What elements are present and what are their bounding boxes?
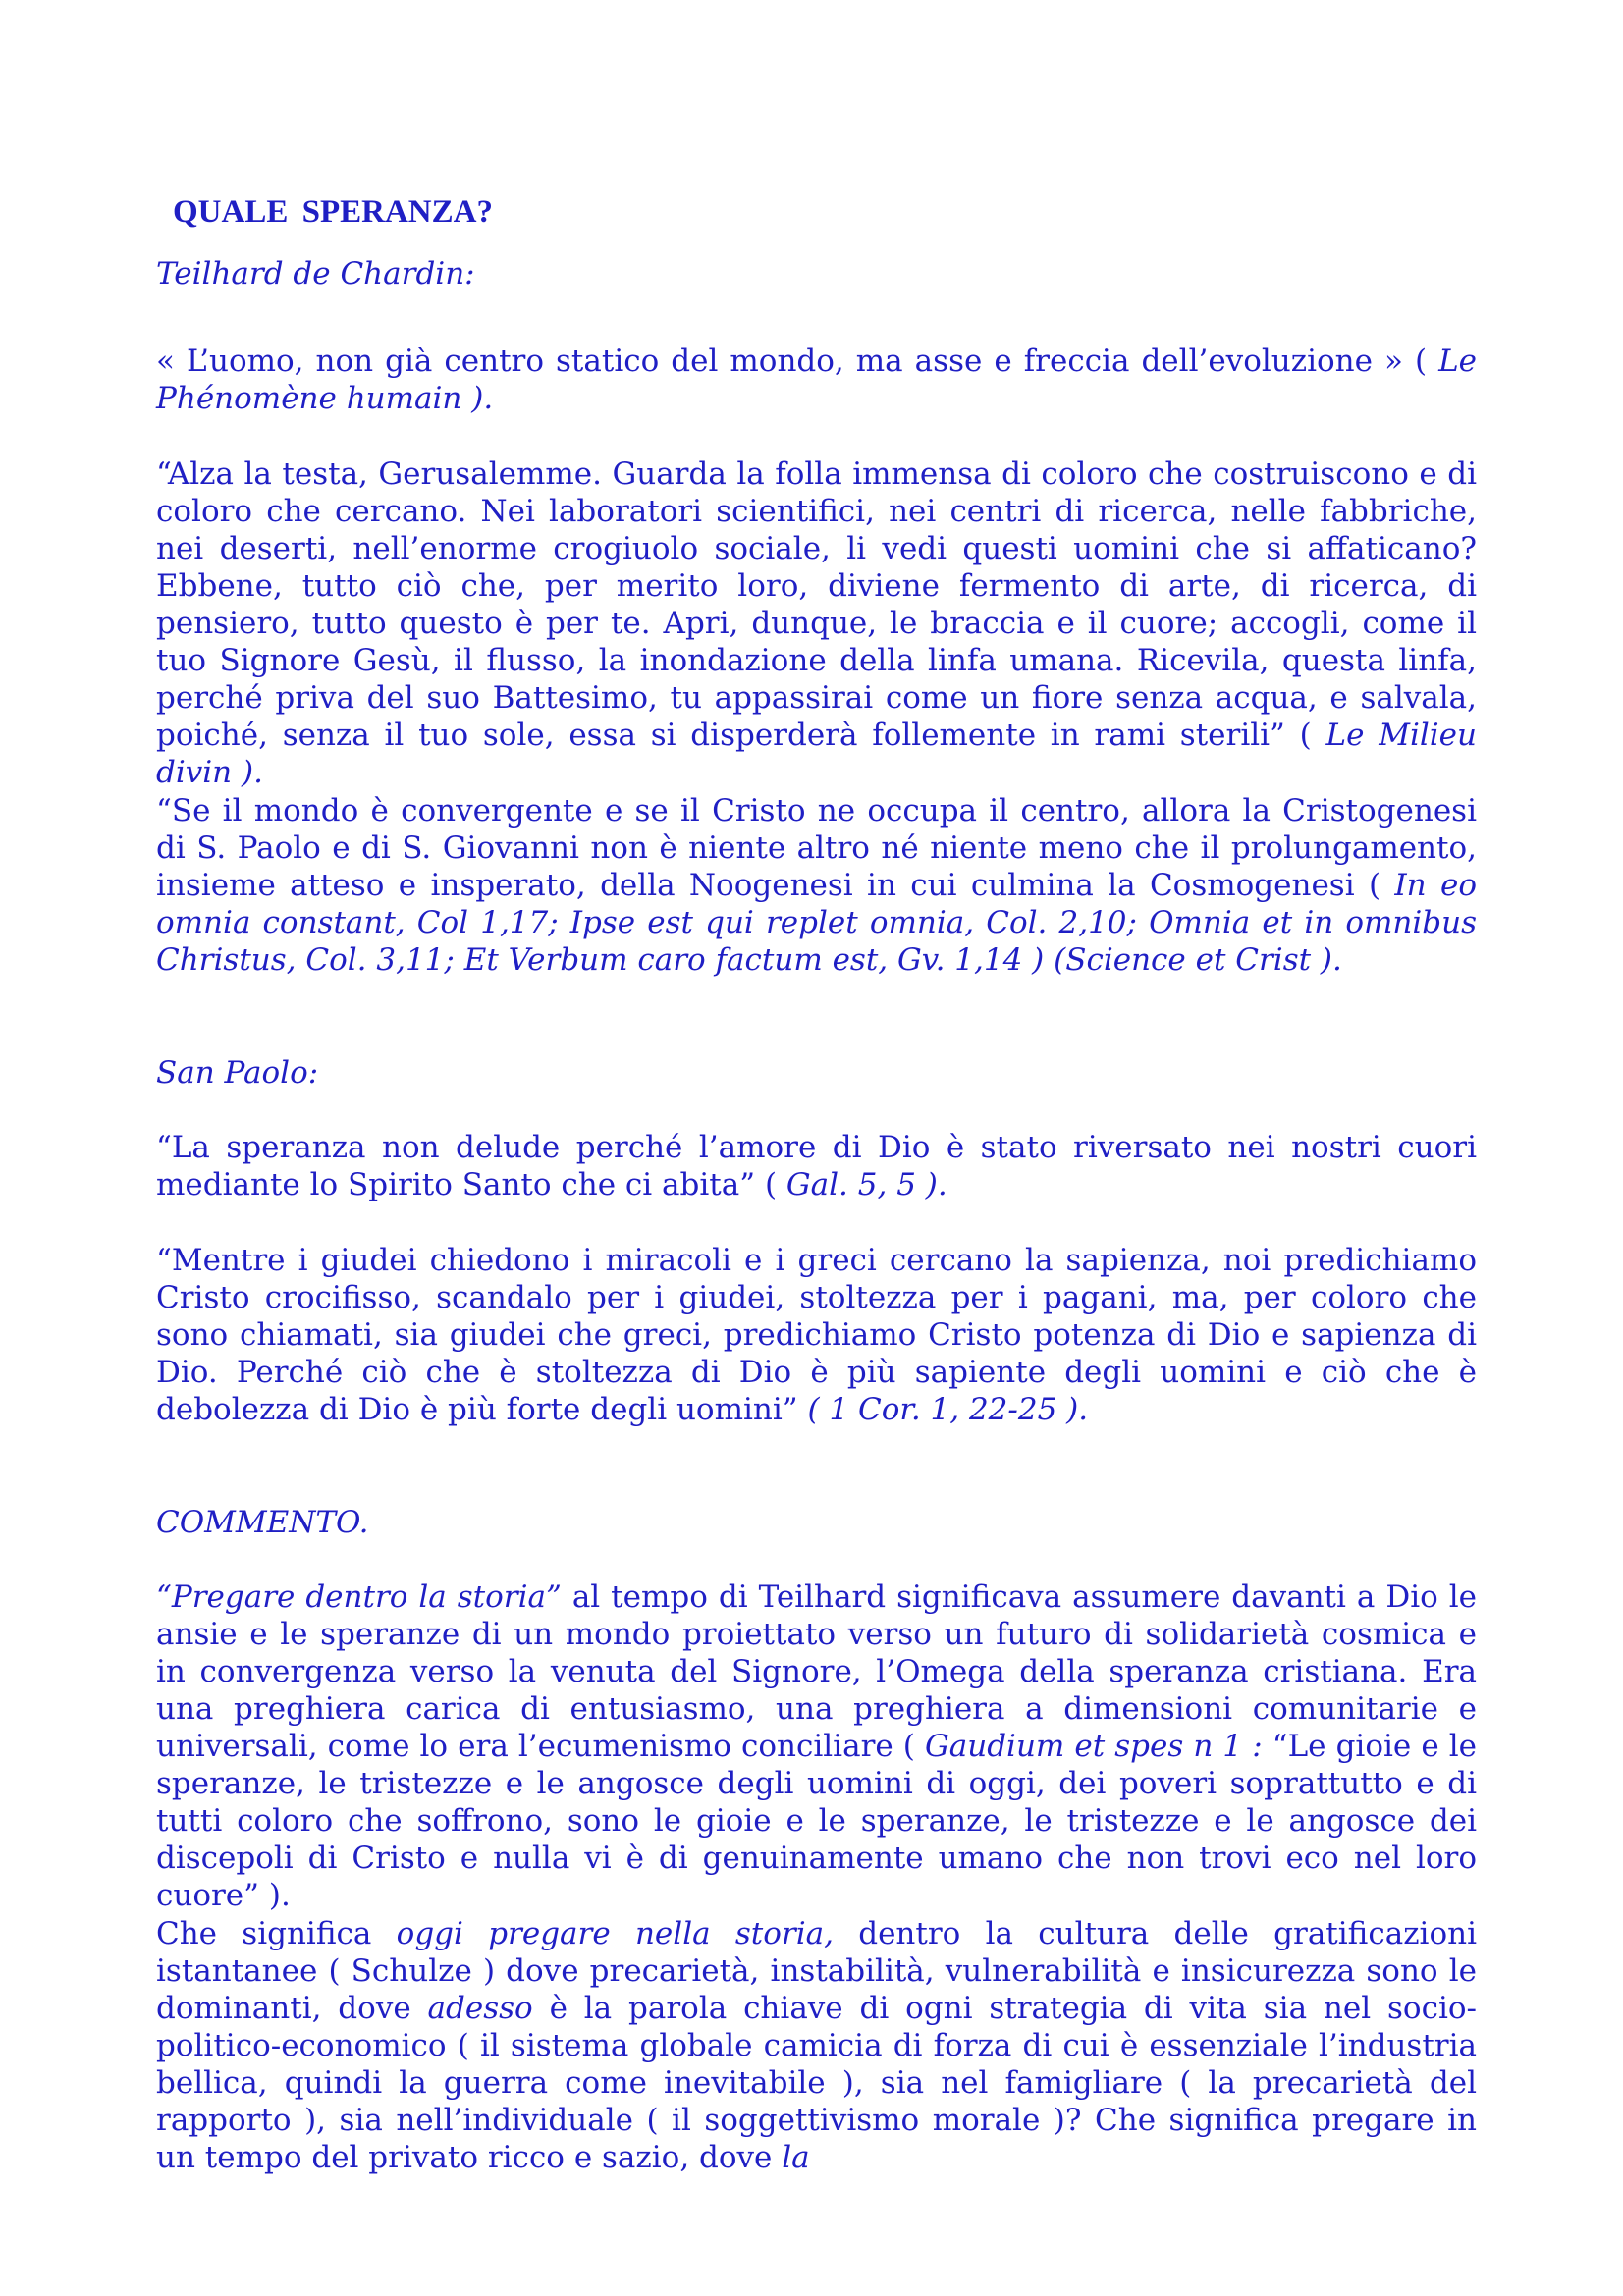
para-source: Gaudium et spes n 1 : xyxy=(924,1729,1263,1764)
document-title: QUALE SPERANZA? xyxy=(173,194,493,230)
commento-heading: COMMENTO. xyxy=(156,1505,369,1540)
quote-text: « L’uomo, non già centro statico del mondo, ma asse e freccia dell’evoluzione » ( xyxy=(156,344,1439,379)
quote-text: “Se il mondo è convergente e se il Cristo ne occupa il centro, allora la Cristogenesi di S. Paolo e di S. Giovanni non è niente altro né niente meno che il prolungamento, insieme atteso e insperato, della Noogenesi in cui culmina la Cosmogenesi ( xyxy=(156,793,1477,903)
para-tail: “Le gioie e le speranze, le tristezze e le angosce degli uomini di oggi, dei poveri soprattutto e di tutti coloro che soffrono, sono le gioie e le speranze, le tristezze e le angosce dei discepoli di Cristo e nulla vi è di genuinamente umano che non trovi eco nel loro cuore” ). xyxy=(156,1729,1478,1913)
teilhard-quote-2 xyxy=(156,455,1477,791)
quote-tail: ). xyxy=(461,381,494,416)
quote-source: Le Milieu divin xyxy=(156,718,1477,790)
paolo-heading: San Paolo: xyxy=(156,1055,319,1091)
para-italic-3: la xyxy=(782,2140,810,2175)
para-text-1: Che significa xyxy=(156,1916,397,1951)
quote-text: “Alza la testa, Gerusalemme. Guarda la folla immensa di coloro che costruiscono e di coloro che cercano. Nei laboratori scientifici, nei centri di ricerca, nelle fabbriche, nei deserti, nell’enorme crogiuolo sociale, li vedi questi uomini che si affaticano? Ebbene, tutto ciò che, per merito loro, diviene fermento di arte, di ricerca, di pensiero, tutto questo è per te. Apri, dunque, le braccia e il cuore; accogli, come il tuo Signore Gesù, il flusso, la inondazione della linfa umana. Ricevila, questa linfa, perché priva del suo Battesimo, tu appassirai come un fiore senza acqua, e salvala, poiché, senza il tuo sole, essa si disperderà follemente in rami sterili” ( xyxy=(156,456,1477,753)
para-text-3: è la parola chiave di ogni strategia di vita sia nel socio-politico-economico ( il sistema globale camicia di forza di cui è essenziale l’industria bellica, quindi la guerra come inevitabile ), sia nel famigliare ( la precarietà del rapporto ), sia nell’individuale ( il soggettivismo morale )? Che significa pregare in un tempo del privato ricco e sazio, dove xyxy=(156,1991,1477,2175)
para-text: al tempo di Teilhard significava assumere davanti a Dio le ansie e le speranze di un mondo proiettato verso un futuro di solidarietà cosmica e in convergenza verso la venuta del Signore, l’Omega della speranza cristiana. Era una preghiera carica di entusiasmo, una preghiera a dimensioni comunitarie e universali, come lo era l’ecumenismo conciliare ( xyxy=(156,1579,1478,1764)
paolo-quote-2 xyxy=(156,1242,1477,1428)
teilhard-quote-1 xyxy=(156,343,1477,417)
quote-text: “Mentre i giudei chiedono i miracoli e i greci cercano la sapienza, noi predichiamo Cristo crocifisso, scandalo per i giudei, stoltezza per i pagani, ma, per coloro che sono chiamati, sia giudei che greci, predichiamo Cristo potenza di Dio e sapienza di Dio. Perché ciò che è stoltezza di Dio è più sapiente degli uomini e ciò che è debolezza di Dio è più forte degli uomini” xyxy=(156,1243,1477,1427)
para-lead: “Pregare dentro la storia” xyxy=(156,1579,562,1615)
commento-paragraph-1 xyxy=(156,1578,1477,1914)
para-text-2: dentro la cultura delle gratificazioni istantanee ( Schulze ) dove precarietà, instabilità, vulnerabilità e insicurezza sono le dominanti, dove xyxy=(156,1916,1477,2026)
paolo-quote-1 xyxy=(156,1129,1477,1203)
quote-source: In eo omnia constant, Col 1,17; Ipse est qui replet omnia, Col. 2,10; Omnia et in omnibus Christus, Col. 3,11; Et Verbum caro factum est, Gv. 1,14 ) (Science et Crist ). xyxy=(156,868,1477,978)
quote-source: Le Phénomène humain xyxy=(156,344,1477,416)
quote-text: “La speranza non delude perché l’amore di Dio è stato riversato nei nostri cuori mediante lo Spirito Santo che ci abita” ( xyxy=(156,1130,1477,1202)
para-italic-1: oggi pregare nella storia, xyxy=(396,1916,834,1951)
quote-tail: ). xyxy=(232,755,263,790)
quote-source: ( 1 Cor. 1, 22-25 ). xyxy=(807,1392,1089,1427)
commento-paragraph-2 xyxy=(156,1915,1477,2176)
quote-source: Gal. 5, 5 ). xyxy=(785,1167,947,1202)
teilhard-heading: Teilhard de Chardin: xyxy=(156,256,475,292)
teilhard-quote-3 xyxy=(156,792,1477,979)
para-italic-2: adesso xyxy=(427,1991,550,2026)
